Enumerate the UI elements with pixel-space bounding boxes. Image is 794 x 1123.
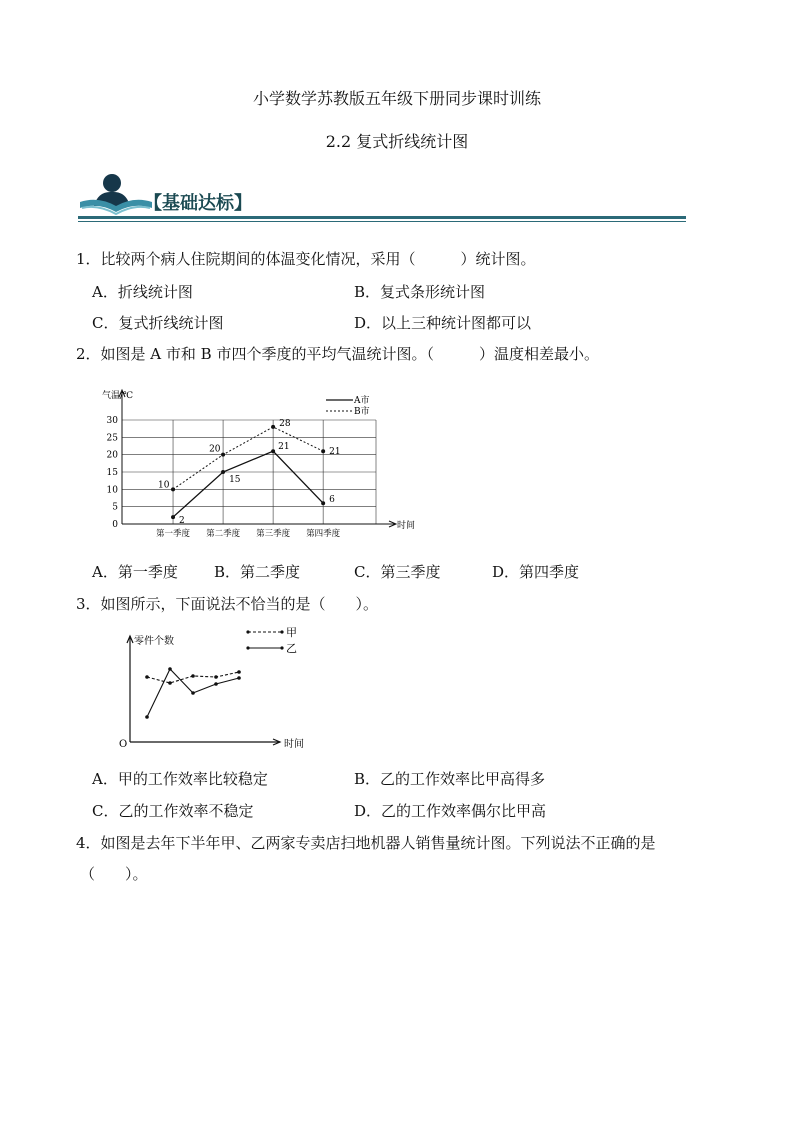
chart2-series (145, 667, 241, 719)
section-label: 【基础达标】 (144, 193, 252, 214)
q3-option-a[interactable]: A．甲的工作效率比较稳定 (92, 770, 268, 788)
q2-option-c[interactable]: C．第三季度 (354, 563, 441, 581)
chart1-series-line-a (173, 451, 323, 517)
question-4-text: 4．如图是去年下半年甲、乙两家专卖店扫地机器人销售量统计图。下列说法不正确的是 (76, 834, 656, 852)
q1-option-c[interactable]: C．复式折线统计图 (92, 314, 224, 332)
chart1-data-label: 20 (209, 444, 221, 455)
chart1-point (171, 515, 175, 519)
chart1-point (321, 501, 325, 505)
q2-option-a[interactable]: A．第一季度 (92, 563, 178, 581)
chart1-point (271, 449, 275, 453)
chart2-point (145, 715, 149, 719)
chart2-y-axis-label: 零件个数 (134, 636, 174, 647)
chart1-data-label: 15 (229, 475, 241, 485)
chart2-point (168, 681, 172, 685)
chart2-legend-yi: 乙 (286, 642, 297, 655)
chart2-point (145, 675, 149, 679)
chart1-y-tick: 5 (112, 502, 118, 513)
page-title: 小学数学苏教版五年级下册同步课时训练 (252, 89, 541, 108)
chart1-data-label: 2 (179, 516, 185, 527)
parts-chart (110, 622, 310, 754)
question-4-answer-blank: （ ）。 (80, 865, 148, 883)
chart1-x-tick: 第一季度 (156, 529, 191, 539)
chart2-point (168, 667, 172, 671)
q2-option-b[interactable]: B．第二季度 (214, 563, 301, 581)
chart1-point (221, 453, 225, 457)
banner-rule-thin (78, 221, 686, 222)
banner-rule-thick (78, 216, 686, 219)
q1-option-d[interactable]: D．以上三种统计图都可以 (354, 314, 532, 332)
section-banner (78, 172, 688, 228)
q3-option-d[interactable]: D．乙的工作效率偶尔比甲高 (354, 802, 547, 820)
chart1-point (171, 487, 175, 491)
chart1-y-axis-label: 气温/℃ (102, 391, 134, 401)
chart1-data-label: 28 (279, 418, 291, 429)
chart1-y-tick: 25 (106, 433, 118, 444)
chart1-data-label: 6 (329, 495, 335, 506)
chart1-y-tick: 10 (106, 485, 118, 496)
chart2-origin-label: O (119, 739, 128, 750)
q2-option-d[interactable]: D．第四季度 (492, 563, 580, 581)
chart2-x-axis-label: 时间 (284, 739, 304, 750)
chart1-labels (107, 416, 341, 539)
chart2-legend-jia: 甲 (286, 626, 297, 639)
chart2-point (237, 676, 241, 680)
question-1-text: 1．比较两个病人住院期间的体温变化情况，采用（ ）统计图。 (76, 250, 536, 268)
chart1-y-tick: 20 (106, 450, 118, 461)
chart1-grid (122, 420, 376, 527)
page-subtitle: 2.2 复式折线统计图 (325, 132, 469, 151)
chart2-point (214, 682, 218, 686)
chart1-data-label: 10 (158, 480, 170, 491)
chart1-x-axis-label: 时间 (397, 521, 416, 531)
chart1-point (221, 470, 225, 474)
q3-option-c[interactable]: C．乙的工作效率不稳定 (92, 802, 254, 820)
chart1-y-tick: 0 (112, 520, 118, 530)
chart1-legend-b: B市 (354, 407, 370, 417)
chart1-y-tick: 15 (106, 468, 118, 478)
chart1-x-tick: 第二季度 (206, 529, 241, 539)
chart1-point (321, 449, 325, 453)
chart2-point (214, 675, 218, 679)
chart1-x-tick: 第四季度 (306, 529, 341, 539)
chart2-point (191, 674, 195, 678)
q1-option-b[interactable]: B．复式条形统计图 (354, 283, 486, 301)
chart2-point (191, 691, 195, 695)
chart2-point (237, 670, 241, 674)
chart1-x-tick: 第三季度 (256, 529, 291, 539)
q1-option-a[interactable]: A．折线统计图 (92, 283, 193, 301)
chart1-y-tick: 30 (106, 416, 118, 426)
question-2-text: 2．如图是 A 市和 B 市四个季度的平均气温统计图。（ ）温度相差最小。 (76, 345, 599, 363)
chart1-point (271, 425, 275, 429)
chart1-data-label: 21 (278, 442, 290, 453)
q3-option-b[interactable]: B．乙的工作效率比甲高得多 (354, 770, 546, 788)
question-3-text: 3．如图所示，下面说法不恰当的是（ ）。 (76, 595, 379, 613)
chart1-data-label: 21 (329, 447, 341, 458)
temperature-chart (90, 384, 430, 544)
chart2-axes (127, 636, 280, 745)
chart1-legend-a: A市 (354, 396, 370, 406)
